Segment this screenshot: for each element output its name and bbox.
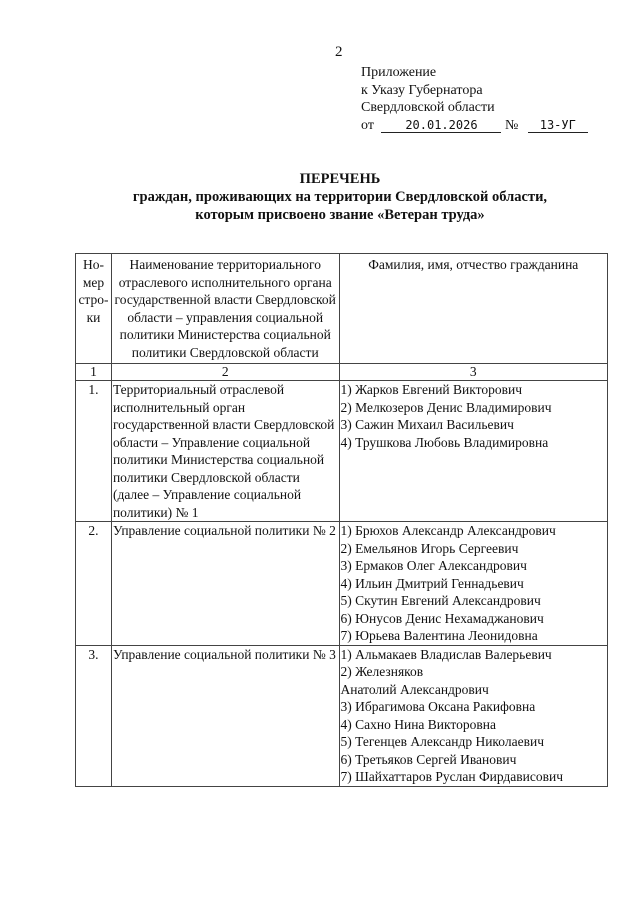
- decree-reference: [361, 117, 588, 135]
- citizen-name: 2) Емельянов Игорь Сергеевич: [340, 540, 519, 556]
- citizen-name: Анатолий Александрович: [340, 681, 489, 697]
- document-title: [70, 170, 610, 224]
- citizen-name: 4) Сахно Нина Викторовна: [340, 716, 496, 732]
- citizen-name: 6) Юнусов Денис Нехамаджанович: [340, 610, 544, 626]
- citizen-list: [339, 645, 608, 786]
- decree-date: 20.01.2026: [381, 118, 501, 133]
- row-number: 3.: [76, 645, 112, 786]
- citizen-name: 7) Юрьева Валентина Леонидовна: [340, 628, 538, 643]
- title-heading: ПЕРЕЧЕНЬ: [299, 171, 381, 187]
- title-line: которым присвоено звание «Ветеран труда»: [195, 207, 485, 223]
- veterans-table: [75, 253, 608, 787]
- appendix-line: к Указу Губернатора: [361, 82, 483, 98]
- citizen-name: 5) Скутин Евгений Александрович: [340, 593, 541, 608]
- header-citizen-name: Фамилия, имя, отчество гражданина: [339, 254, 608, 364]
- header-row-number: Но- мер стро- ки: [76, 254, 112, 364]
- citizen-name: 2) Железняков: [340, 664, 424, 679]
- appendix-line: Приложение: [361, 65, 437, 80]
- table-row: [76, 381, 608, 522]
- column-number-row: [76, 364, 608, 381]
- citizen-name: 1) Альмакаев Владислав Валерьевич: [340, 646, 552, 662]
- decree-number: 13-УГ: [528, 118, 588, 133]
- table-row: [76, 645, 608, 786]
- citizen-name: 6) Третьяков Сергей Иванович: [340, 751, 517, 767]
- title-line: граждан, проживающих на территории Свердловской области,: [132, 189, 548, 205]
- citizen-name: 7) Шайхаттаров Руслан Фирдависович: [340, 769, 564, 784]
- row-number: 1.: [76, 381, 112, 522]
- number-prefix: №: [504, 117, 519, 133]
- row-number: 2.: [76, 522, 112, 646]
- column-number: 1: [76, 364, 112, 381]
- table-row: [76, 522, 608, 646]
- citizen-name: 4) Ильин Дмитрий Геннадьевич: [340, 575, 524, 591]
- citizen-name: 1) Брюхов Александр Александрович: [340, 523, 556, 538]
- column-number: 2: [111, 364, 339, 381]
- date-prefix: от: [361, 117, 374, 133]
- citizen-name: 3) Ибрагимова Оксана Ракифовна: [340, 699, 536, 714]
- citizen-name: 5) Тегенцев Александр Николаевич: [340, 734, 544, 749]
- table-header-row: [76, 254, 608, 364]
- organization-name: Управление социальной политики № 3: [111, 645, 339, 786]
- page-number: 2: [335, 44, 343, 60]
- appendix-line: Свердловской области: [361, 100, 495, 115]
- citizen-name: 3) Сажин Михаил Васильевич: [340, 417, 514, 432]
- citizen-list: [339, 381, 608, 522]
- citizen-name: 3) Ермаков Олег Александрович: [340, 558, 527, 573]
- organization-name: Территориальный отраслевой исполнительный орган государственной власти Свердловской области – Управление социальной политики Министерства социальной политики Свердловской области (далее – Управление социальной политики) № 1: [111, 381, 339, 522]
- citizen-name: 4) Трушкова Любовь Владимировна: [340, 434, 549, 450]
- citizen-list: [339, 522, 608, 646]
- header-organization: Наименование территориального отраслевого исполнительного органа государственной власти Свердловской области – управления социальной политики Министерства социальной политики Свердловской области: [111, 254, 339, 364]
- column-number: 3: [339, 364, 608, 381]
- citizen-name: 2) Мелкозеров Денис Владимирович: [340, 399, 552, 415]
- organization-name: Управление социальной политики № 2: [111, 522, 339, 646]
- appendix-block: [361, 64, 588, 134]
- citizen-name: 1) Жарков Евгений Викторович: [340, 382, 522, 397]
